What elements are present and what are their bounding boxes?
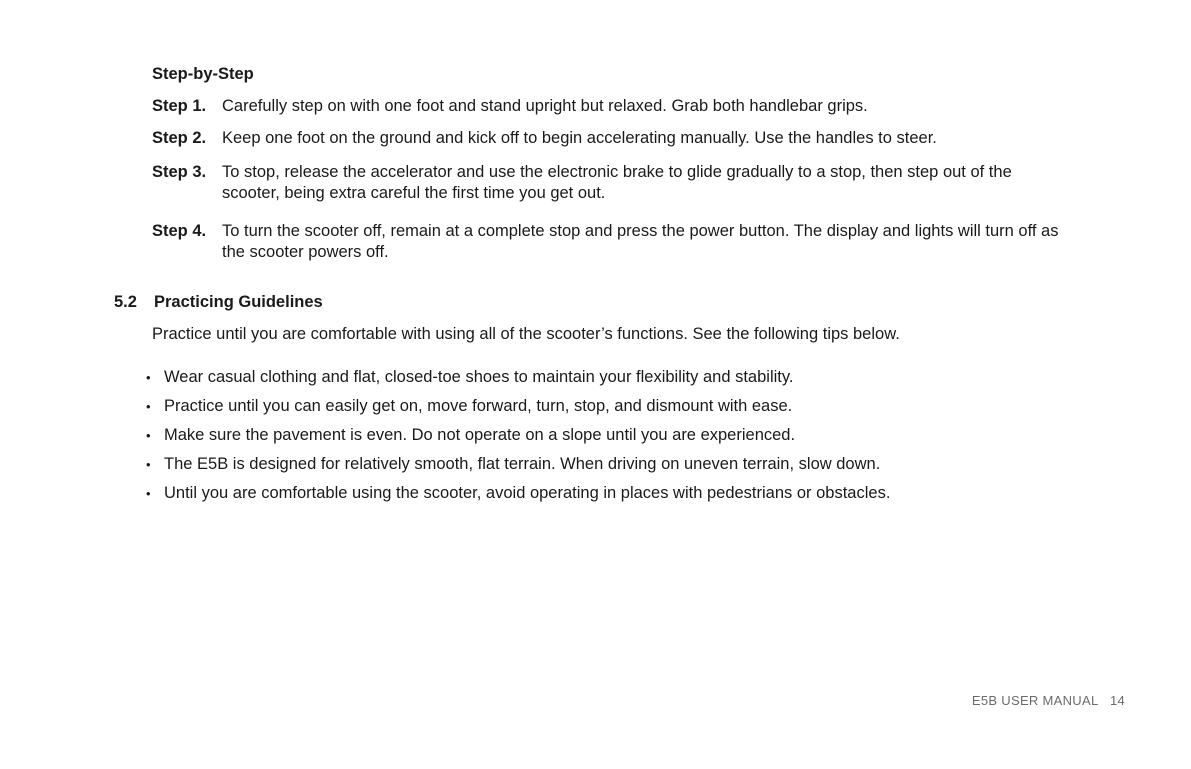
step-text: Keep one foot on the ground and kick off to begin accelerating manually. Use the handles to steer. — [222, 129, 937, 147]
bullet-icon: • — [146, 428, 151, 443]
practicing-intro: Practice until you are comfortable with using all of the scooter’s functions. See the following tips below. — [152, 325, 900, 343]
bullet-icon: • — [146, 457, 151, 472]
list-item — [146, 425, 890, 454]
step-label: Step 3. — [152, 163, 207, 181]
page-footer — [972, 693, 1125, 708]
list-item — [146, 396, 890, 425]
bullet-icon: • — [146, 370, 151, 385]
practicing-guidelines-heading — [114, 293, 323, 312]
tip-text: Practice until you can easily get on, move forward, turn, stop, and dismount with ease. — [164, 397, 793, 415]
step-2 — [152, 128, 1062, 149]
step-text: To stop, release the accelerator and use the electronic brake to glide gradually to a stop, then step out of the scooter, being extra careful the first time you get out. — [222, 163, 1012, 202]
bullet-icon: • — [146, 486, 151, 501]
tip-text: Until you are comfortable using the scooter, avoid operating in places with pedestrians or obstacles. — [164, 484, 891, 502]
tip-text: The E5B is designed for relatively smooth, flat terrain. When driving on uneven terrain, slow down. — [164, 455, 881, 473]
tips-list — [146, 367, 890, 512]
step-by-step-heading: Step-by-Step — [152, 65, 254, 83]
tip-text: Make sure the pavement is even. Do not operate on a slope until you are experienced. — [164, 426, 796, 444]
step-label: Step 1. — [152, 97, 207, 115]
list-item — [146, 367, 890, 396]
step-4 — [152, 221, 1062, 263]
manual-title: E5B USER MANUAL — [971, 693, 1099, 708]
tip-text: Wear casual clothing and flat, closed-toe shoes to maintain your flexibility and stability. — [164, 368, 794, 386]
list-item — [146, 483, 890, 512]
list-item — [146, 454, 890, 483]
step-3 — [152, 162, 1022, 204]
step-text: Carefully step on with one foot and stand upright but relaxed. Grab both handlebar grips. — [222, 97, 868, 115]
section-title: Practicing Guidelines — [154, 293, 323, 311]
section-number: 5.2 — [114, 293, 137, 311]
bullet-icon: • — [146, 399, 151, 414]
step-text: To turn the scooter off, remain at a complete stop and press the power button. The display and lights will turn off as the scooter powers off. — [222, 222, 1059, 261]
step-label: Step 4. — [152, 222, 207, 240]
step-1 — [152, 96, 1062, 117]
step-label: Step 2. — [152, 129, 207, 147]
page-number: 14 — [1109, 693, 1125, 708]
